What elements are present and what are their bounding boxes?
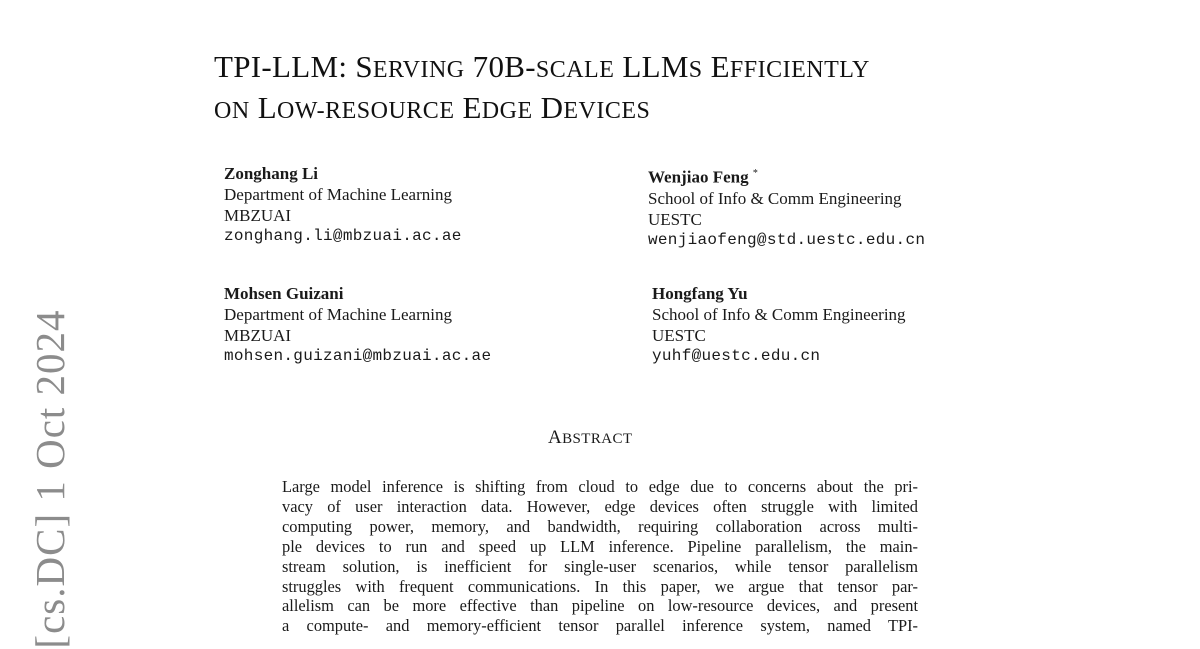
author-affiliation: School of Info & Comm Engineering (652, 305, 906, 324)
arxiv-sidebar-stamp (22, 309, 78, 649)
author-block (648, 163, 925, 251)
abstract-line: Large model inference is shifting from cloud to edge due to concerns about the pri- (282, 477, 918, 496)
author-name: Hongfang Yu (652, 284, 748, 303)
abstract-line: vacy of user interaction data. However, edge devices often struggle with limited (282, 496, 918, 516)
author-email[interactable]: zonghang.li@mbzuai.ac.ae (224, 227, 462, 245)
author-name: Mohsen Guizani (224, 284, 344, 303)
abstract-body (282, 477, 918, 636)
author-institution: MBZUAI (224, 206, 292, 225)
author-email[interactable]: wenjiaofeng@std.uestc.edu.cn (648, 230, 926, 249)
abstract-line: allelism can be more effective than pipeline on low-resource devices, and present (282, 596, 918, 616)
footnote-mark[interactable]: * (752, 168, 758, 179)
abstract-line: a compute- and memory-efficient tensor parallel inference system, named TPI- (282, 616, 918, 636)
author-name: Zonghang Li (224, 164, 319, 183)
abstract-line: computing power, memory, and bandwidth, requiring collaboration across multi- (282, 516, 918, 536)
author-affiliation: Department of Machine Learning (224, 185, 452, 204)
title-line-1: TPI-LLM: SERVING 70B-SCALE LLMS EFFICIENTLY (214, 49, 870, 84)
author-block (652, 283, 906, 367)
abstract-line: ple devices to run and speed up LLM inference. Pipeline parallelism, the main- (282, 536, 918, 556)
author-institution: UESTC (648, 209, 702, 229)
title-line-2: ON LOW-RESOURCE EDGE DEVICES (214, 90, 651, 125)
author-block (224, 283, 491, 367)
author-email[interactable]: yuhf@uestc.edu.cn (652, 347, 821, 365)
author-block (224, 163, 462, 247)
author-affiliation: Department of Machine Learning (224, 305, 452, 324)
abstract-heading: ABSTRACT (548, 427, 633, 448)
arxiv-identifier: [cs.DC] 1 Oct 2024 (27, 309, 73, 649)
author-name: Wenjiao Feng * (648, 167, 758, 187)
abstract-line: struggles with frequent communications. In this paper, we argue that tensor par- (282, 576, 918, 596)
paper-title (214, 48, 1074, 130)
author-email[interactable]: mohsen.guizani@mbzuai.ac.ae (224, 347, 492, 365)
abstract-line: stream solution, is inefficient for single-user scenarios, while tensor parallelism (282, 556, 918, 576)
author-institution: UESTC (652, 326, 706, 345)
author-affiliation: School of Info & Comm Engineering (648, 188, 902, 208)
author-institution: MBZUAI (224, 326, 292, 345)
